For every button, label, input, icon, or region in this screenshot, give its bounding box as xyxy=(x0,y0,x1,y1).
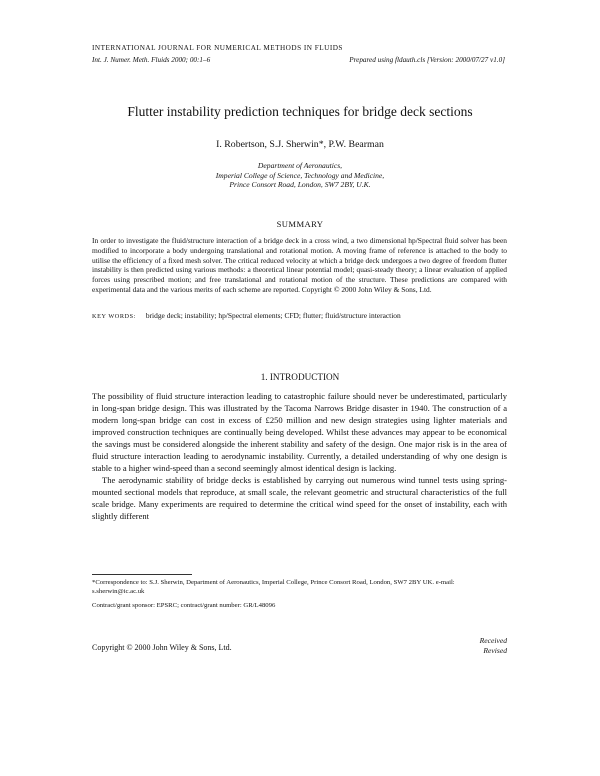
grant-note: Contract/grant sponsor: EPSRC; contract/grant number: GR/L48096 xyxy=(92,602,276,609)
citation-line xyxy=(92,56,505,64)
affiliation-line-1: Department of Aeronautics, xyxy=(257,161,343,170)
received-revised xyxy=(430,636,507,656)
prepared-using: Prepared using fldauth.cls [Version: 2000/07/27 v1.0] xyxy=(349,56,505,64)
correspondence-footnote: *Correspondence to: S.J. Sherwin, Department of Aeronautics, Imperial College, Prince Consort Road, London, SW7 2BY UK. e-mail: s.sherwin@ic.ac.uk xyxy=(92,579,455,596)
abstract-text: In order to investigate the fluid/structure interaction of a bridge deck in a cross wind, a two dimensional hp/Spectral fluid solver has been modified to incorporate a body undergoing translational and rotational motion. A moving frame of reference is attached to the body to utilise the efficiency of a fixed mesh solver. The critical reduced velocity at which a bridge deck undergoes a two degree of freedom flutter instability is then predicted using various methods: a theoretical linear potential model; quasi-steady theory; a linear evaluation of applied forces using prescribed motion; and free translational and rotational motion of the structure. These predictions are compared with experimental data and the various merits of each scheme are reported. Copyright © 2000 John Wiley & Sons, Ltd. xyxy=(92,236,507,294)
section-heading-introduction: 1. INTRODUCTION xyxy=(260,372,340,382)
introduction-body xyxy=(92,391,507,522)
citation: Int. J. Numer. Meth. Fluids 2000; 00:1–6 xyxy=(92,56,211,64)
affiliation-line-3: Prince Consort Road, London, SW7 2BY, U.K. xyxy=(229,180,371,190)
keywords xyxy=(92,311,512,320)
authors: I. Robertson, S.J. Sherwin*, P.W. Bearman xyxy=(216,139,384,150)
footnote-rule xyxy=(92,574,192,575)
affiliation-line-2: Imperial College of Science, Technology and Medicine, xyxy=(215,170,385,180)
received-label: Received xyxy=(479,636,507,645)
keywords-list: bridge deck; instability; hp/Spectral elements; CFD; flutter; fluid/structure interaction xyxy=(145,311,401,320)
revised-label: Revised xyxy=(483,646,507,655)
paragraph-2: The aerodynamic stability of bridge decks is established by carrying out numerous wind tunnel tests using spring-mounted sectional models that reproduce, at small scale, the relevant geometric and structural characteristics of the full scale bridge. Many experiments are required to determine the critical wind speed for the onset of instability, each with slightly different xyxy=(92,474,507,521)
paragraph-1: The possibility of fluid structure interaction leading to catastrophic failure should never be underestimated, particularly in long-span bridge design. This was illustrated by the Tacoma Narrows Bridge disaster in 1940. The construction of a modern long-span bridge can cost in excess of £250 million and new design strategies using lighter materials and improved construction techniques are continually being developed. Whilst these advances may appear to be economical the savings must be considered alongside the inherent stability and safety of the design. One major risk is in the area of fluid structure interaction leading to aerodynamic instability. Currently, a detailed understanding of why one design is stable to a higher wind-speed than a second seemingly almost identical design is lacking. xyxy=(92,391,507,473)
affiliation xyxy=(0,161,600,190)
footer-copyright: Copyright © 2000 John Wiley & Sons, Ltd. xyxy=(92,643,232,652)
paper-title: Flutter instability prediction techniques for bridge deck sections xyxy=(127,104,473,119)
keywords-label: KEY WORDS: xyxy=(92,313,136,320)
journal-name: INTERNATIONAL JOURNAL FOR NUMERICAL METHODS IN FLUIDS xyxy=(92,44,343,52)
summary-heading: SUMMARY xyxy=(276,219,324,229)
